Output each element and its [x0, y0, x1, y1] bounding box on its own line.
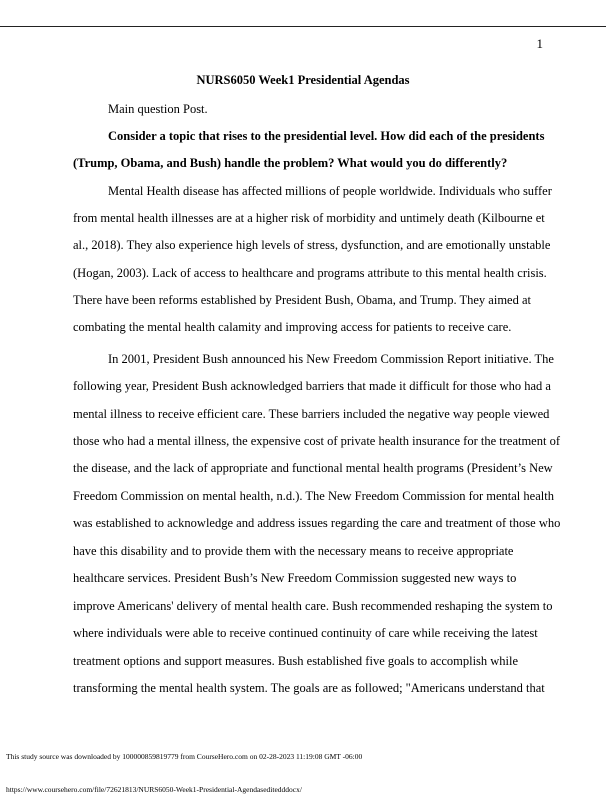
body-line: was established to acknowledge and address issues regarding the care and treatment of those who [73, 516, 561, 530]
header-rule [0, 26, 606, 27]
body-line: treatment options and support measures. Bush established five goals to accomplish while [73, 654, 519, 668]
question-line: Consider a topic that rises to the presidential level. How did each of the presidents [108, 129, 545, 143]
body-line: healthcare services. President Bush’s New Freedom Commission suggested new ways to [73, 571, 517, 585]
document-title: NURS6050 Week1 Presidential Agendas [196, 73, 410, 87]
body-line: There have been reforms established by President Bush, Obama, and Trump. They aimed at [73, 293, 531, 307]
body-line: following year, President Bush acknowledged barriers that made it difficult for those who had a [73, 379, 551, 393]
body-line: those who had a mental illness, the expensive cost of private health insurance for the treatment of [73, 434, 560, 448]
body-line: Mental Health disease has affected millions of people worldwide. Individuals who suffer [108, 184, 552, 198]
body-line: Main question Post. [108, 102, 208, 116]
body-line: where individuals were able to receive continued continuity of care while receiving the latest [73, 626, 538, 640]
body-line: In 2001, President Bush announced his New Freedom Commission Report initiative. The [108, 352, 554, 366]
body-line: combating the mental health calamity and improving access for patients to receive care. [73, 320, 512, 334]
body-line: have this disability and to provide them with the necessary means to receive appropriate [73, 544, 514, 558]
body-line: mental illness to receive efficient care. These barriers included the negative way people viewed [73, 407, 550, 421]
body-line: improve Americans' delivery of mental health care. Bush recommended reshaping the system to [73, 599, 553, 613]
question-line: (Trump, Obama, and Bush) handle the problem? What would you do differently? [73, 156, 508, 170]
page-number: 1 [536, 36, 543, 51]
body-line: al., 2018). They also experience high levels of stress, dysfunction, and are emotionally unstable [73, 238, 551, 252]
body-line: Freedom Commission on mental health, n.d.). The New Freedom Commission for mental health [73, 489, 554, 503]
body-line: from mental health illnesses are at a higher risk of morbidity and untimely death (Kilbourne et [73, 211, 545, 225]
download-notice: This study source was downloaded by 100000859819779 from CourseHero.com on 02-28-2023 11:19:08 GMT -06:00 [6, 752, 363, 761]
source-url[interactable]: https://www.coursehero.com/file/72621813/NURS6050-Week1-Presidential-Agendaseditedddocx/ [6, 785, 302, 794]
body-line: (Hogan, 2003). Lack of access to healthcare and programs attribute to this mental health crisis. [73, 266, 547, 280]
body-line: transforming the mental health system. The goals are as followed; "Americans understand that [73, 681, 545, 695]
body-line: the disease, and the lack of appropriate and functional mental health programs (President’s New [73, 461, 553, 475]
